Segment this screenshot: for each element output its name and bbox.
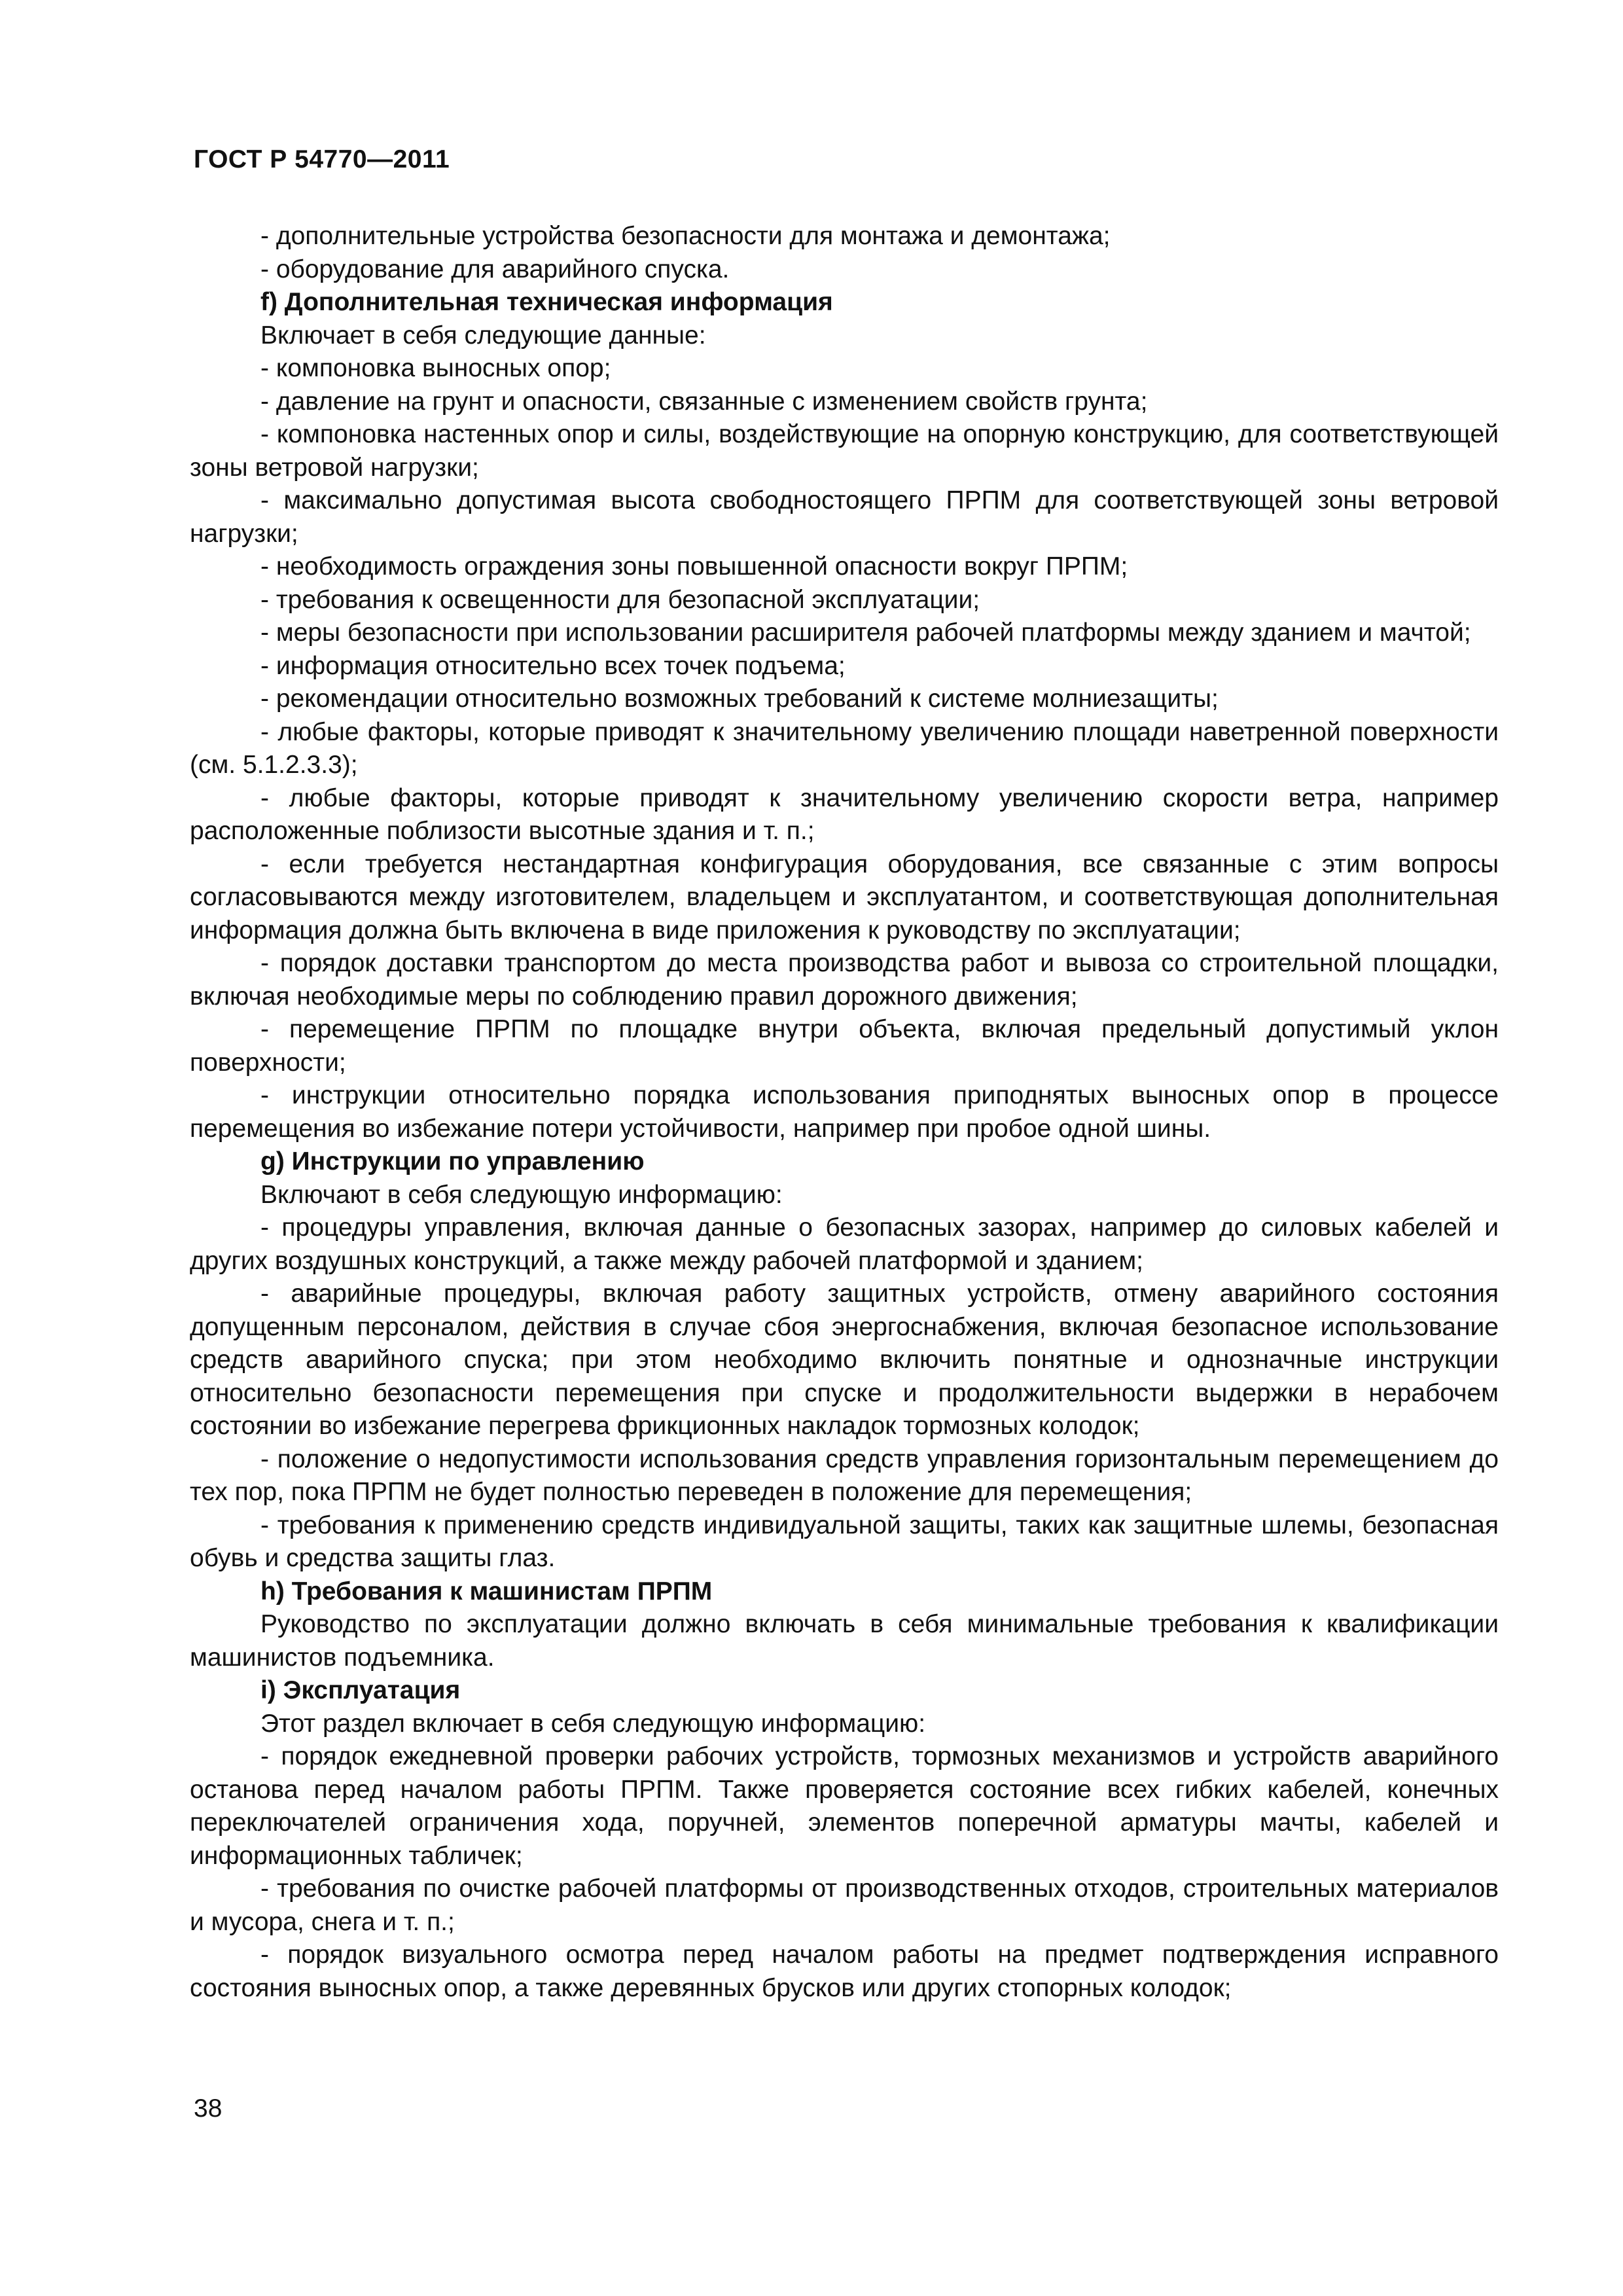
paragraph: - аварийные процедуры, включая работу защитных устройств, отмену аварийного состояния допущенным персоналом, действия в случае сбоя энергоснабжения, включая безопасное использование средств аварийного спуска; при этом необходимо включить понятные и однозначные инструкции относительно безопасности перемещения при спуске и продолжительности выдержки в нерабочем состоянии во избежание перегрева фрикционных накладок тормозных колодок; [190,1280,1499,1440]
paragraph: - любые факторы, которые приводят к значительному увеличению скорости ветра, например расположенные поблизости высотные здания и т. п.; [190,783,1499,845]
paragraph: - если требуется нестандартная конфигурация оборудования, все связанные с этим вопросы согласовываются между изготовителем, владельцем и эксплуатантом, и соответствующая дополнительная информация должна быть включена в виде приложения к руководству по эксплуатации; [190,850,1499,944]
paragraph: - информация относительно всех точек подъема; [260,651,846,680]
paragraph: - меры безопасности при использовании расширителя рабочей платформы между зданием и мачтой; [260,619,1471,647]
section-heading-h: h) Требования к машинистам ПРПМ [260,1577,713,1605]
paragraph: Руководство по эксплуатации должно включать в себя минимальные требования к квалификации машинистов подъемника. [190,1610,1499,1672]
paragraph: - компоновка выносных опор; [260,354,611,382]
paragraph: - положение о недопустимости использования средств управления горизонтальным перемещением до тех пор, пока ПРПМ не будет полностью переведен в положение для перемещения; [190,1444,1499,1506]
section-heading-g: g) Инструкции по управлению [260,1147,645,1175]
paragraph: - оборудование для аварийного спуска. [260,255,730,283]
paragraph: - давление на грунт и опасности, связанные с изменением свойств грунта; [260,387,1148,416]
paragraph: - порядок визуального осмотра перед началом работы на предмет подтверждения исправного состояния выносных опор, а также деревянных брусков или других стопорных колодок; [190,1941,1499,2002]
paragraph: - процедуры управления, включая данные о безопасных зазорах, например до силовых кабелей и других воздушных конструкций, а также между рабочей платформой и зданием; [190,1213,1499,1275]
paragraph: Включает в себя следующие данные: [260,321,706,350]
paragraph: - перемещение ПРПМ по площадке внутри объекта, включая предельный допустимый уклон поверхности; [190,1015,1499,1077]
paragraph: - максимально допустимая высота свободностоящего ПРПМ для соответствующей зоны ветровой нагрузки; [190,486,1499,548]
paragraph: - требования по очистке рабочей платформы от производственных отходов, строительных материалов и мусора, снега и т. п.; [190,1874,1499,1936]
document-header: ГОСТ Р 54770—2011 [194,145,450,173]
paragraph: - требования к применению средств индивидуальной защиты, таких как защитные шлемы, безопасная обувь и средства защиты глаз. [190,1511,1499,1572]
paragraph: - необходимость ограждения зоны повышенной опасности вокруг ПРПМ; [260,552,1128,581]
paragraph: - требования к освещенности для безопасной эксплуатации; [260,585,980,614]
page-number: 38 [194,2094,223,2123]
section-heading-i: i) Эксплуатация [260,1676,461,1704]
paragraph: - порядок доставки транспортом до места производства работ и вывоза со строительной площадки, включая необходимые меры по соблюдению правил дорожного движения; [190,949,1499,1011]
paragraph: - инструкции относительно порядка использования приподнятых выносных опор в процессе перемещения во избежание потери устойчивости, например при пробое одной шины. [190,1081,1499,1143]
paragraph: - рекомендации относительно возможных требований к системе молниезащиты; [260,685,1219,713]
paragraph: Включают в себя следующую информацию: [260,1180,783,1209]
paragraph: - порядок ежедневной проверки рабочих устройств, тормозных механизмов и устройств аварийного останова перед началом работы ПРПМ. Также проверяется состояние всех гибких кабелей, конечных переключателей ограничения хода, поручней, элементов поперечной арматуры мачты, кабелей и информационных табличек; [190,1742,1499,1870]
paragraph: Этот раздел включает в себя следующую информацию: [260,1709,926,1738]
paragraph: - компоновка настенных опор и силы, воздействующие на опорную конструкцию, для соответствующей зоны ветровой нагрузки; [190,420,1499,482]
section-heading-f: f) Дополнительная техническая информация [260,288,833,316]
document-body [190,220,1499,2005]
paragraph: - любые факторы, которые приводят к значительному увеличению площади наветренной поверхности (см. 5.1.2.3.3); [190,717,1499,779]
paragraph: - дополнительные устройства безопасности для монтажа и демонтажа; [260,222,1111,250]
